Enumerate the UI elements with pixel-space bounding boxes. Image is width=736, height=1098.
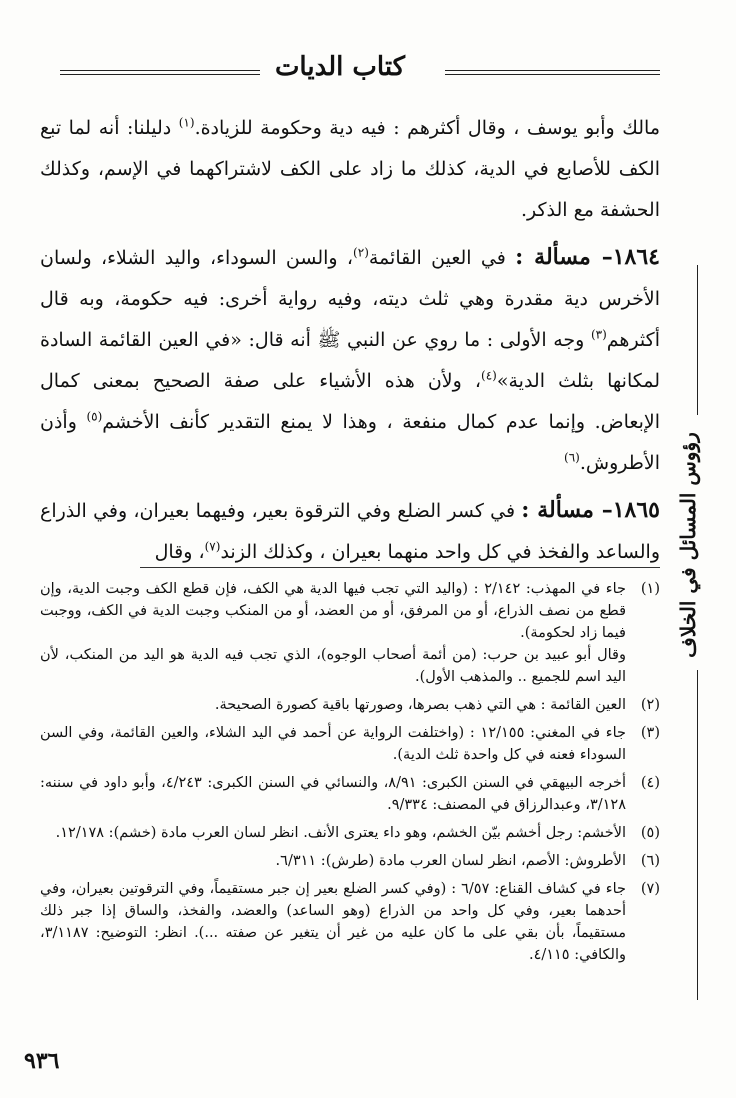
- footnote-3: [40, 722, 660, 766]
- footnote-separator: [140, 567, 660, 568]
- footnote-2: [40, 694, 660, 716]
- footnote-text: الأطروش: الأصم، انظر لسان العرب مادة (طرش): ٦/٣١١.: [275, 853, 626, 869]
- header-rule-left: [60, 70, 260, 75]
- footnote-ref-5[interactable]: (٥): [86, 409, 103, 424]
- page-number: ٩٣٦: [24, 1048, 60, 1074]
- footnote-ref-1[interactable]: (١): [178, 115, 195, 130]
- footnote-text: العين القائمة : هي التي ذهب بصرها، وصورتها باقية كصورة الصحيحة.: [214, 697, 626, 713]
- footnote-text: جاء في المغني: ١٢/١٥٥ : (واختلفت الرواية عن أحمد في اليد الشلاء، والعين القائمة، وفي السن السوداء فعنه في كل واحدة ثلث الدية).: [40, 725, 626, 763]
- footnote-text: جاء في كشاف القناع: ٦/٥٧ : (وفي كسر الضلع بعير إن جبر مستقيماً، وفي الترقوتين بعيران، وفي أحدهما بعير، وفي كل واحد من الذراع (وهو الساعد) والعضد، والفخذ، والساق إذا جبر ذلك مستقيماً، بأن بقي على ما كان عليه من غير أن يتغير عن صفته ...). انظر: التوضيح: ٣/١١٨٧، والكافي: ٤/١١٥.: [40, 881, 626, 963]
- issue-number-1865: ١٨٦٥– مسألة :: [521, 497, 660, 523]
- footnote-number: (٤): [640, 775, 660, 791]
- footnote-ref-6[interactable]: (٦): [564, 450, 580, 465]
- footnote-number: (١): [640, 581, 660, 597]
- main-text: [40, 108, 660, 579]
- footnote-number: (٦): [640, 853, 660, 869]
- footnote-number: (٥): [640, 825, 660, 841]
- footnote-7: [40, 878, 660, 966]
- issue-number-1864: ١٨٦٤– مسألة :: [515, 244, 660, 270]
- footnote-number: (٢): [640, 697, 660, 713]
- footnote-text: جاء في المهذب: ٢/١٤٢ : (واليد التي تجب فيها الدية هي الكف، فإن قطع الكف وجبت الدية، وإن قطع من نصف الذراع، أو من المرفق، أو من العضد، أو من المنكب وجبت الدية في الكف، ووجبت فيما زاد لحكومة).: [40, 581, 626, 641]
- header-title: كتاب الديات: [274, 52, 406, 82]
- issue-text-2: ، والسن السوداء، واليد الشلاء، ولسان الأخرس دية مقدرة وهي ثلث ديته، وفيه رواية أخرى: فيه حكومة، وبه قال أكثرهم: [40, 247, 660, 351]
- footnote-ref-2[interactable]: (٢): [353, 245, 369, 260]
- issue-1865-text-2: ، وقال: [154, 541, 205, 563]
- footnote-ref-7[interactable]: (٧): [204, 539, 221, 554]
- paragraph-intro: [40, 108, 660, 231]
- issue-text-1: في العين القائمة: [368, 247, 516, 269]
- issue-text-3: وجه الأولى : ما روي عن النبي ﷺ أنه قال: «في العين القائمة السادة لمكانها بثلث الدية»: [40, 329, 661, 392]
- footnote-1: [40, 578, 660, 688]
- intro-text: مالك وأبو يوسف ، وقال أكثرهم : فيه دية وحكومة للزيادة.: [194, 117, 660, 139]
- footnote-ref-4[interactable]: (٤): [481, 368, 497, 383]
- footnote-5: [40, 822, 660, 844]
- side-rule-bottom: [697, 670, 698, 1000]
- footnotes: [40, 578, 660, 972]
- issue-text-5: وأذن الأطروش.: [40, 411, 660, 474]
- footnote-4: [40, 772, 660, 816]
- issue-text-4: ، ولأن هذه الأشياء على صفة الصحيح بمعنى كمال الإبعاض. وإنما عدم كمال منفعة ، وهذا لا يمنع التقدير كأنف الأخشم: [40, 370, 660, 433]
- footnote-text: أخرجه البيهقي في السنن الكبرى: ٨/٩١، والنسائي في السنن الكبرى: ٤/٢٤٣، وأبو داود في سننه: ٣/١٢٨، وعبدالرزاق في المصنف: ٩/٣٣٤.: [40, 775, 626, 813]
- footnote-ref-3[interactable]: (٣): [590, 327, 607, 342]
- footnote-6: [40, 850, 660, 872]
- intro-text-cont: دليلنا: أنه لما تبع الكف للأصابع في الدية، كذلك ما زاد على الكف لاشتراكهما في الإسم، وكذلك الحشفة مع الذكر.: [40, 117, 660, 221]
- side-title: رؤوس المسائل في الخلاف: [676, 432, 700, 658]
- paragraph-1864: [40, 237, 660, 484]
- footnote-text: وقال أبو عبيد بن حرب: (من أئمة أصحاب الوجوه)، الذي تجب فيه الدية هو اليد من المنكب، لأن اليد اسم للجميع .. والمذهب الأول).: [40, 647, 626, 685]
- footnote-number: (٧): [640, 881, 660, 897]
- side-running-title: [672, 265, 722, 1005]
- footnote-text: الأخشم: رجل أخشم بيّن الخشم، وهو داء يعترى الأنف. انظر لسان العرب مادة (خشم): ١٢/١٧٨.: [55, 825, 626, 841]
- issue-1865-text-1: في كسر الضلع وفي الترقوة بعير، وفيهما بعيران، وفي الذراع والساعد والفخذ في كل واحد منهما بعيران ، وكذلك الزند: [40, 500, 660, 563]
- footnote-number: (٣): [640, 725, 660, 741]
- side-rule-top: [697, 265, 698, 415]
- running-header: [20, 48, 660, 88]
- paragraph-1865: [40, 490, 660, 573]
